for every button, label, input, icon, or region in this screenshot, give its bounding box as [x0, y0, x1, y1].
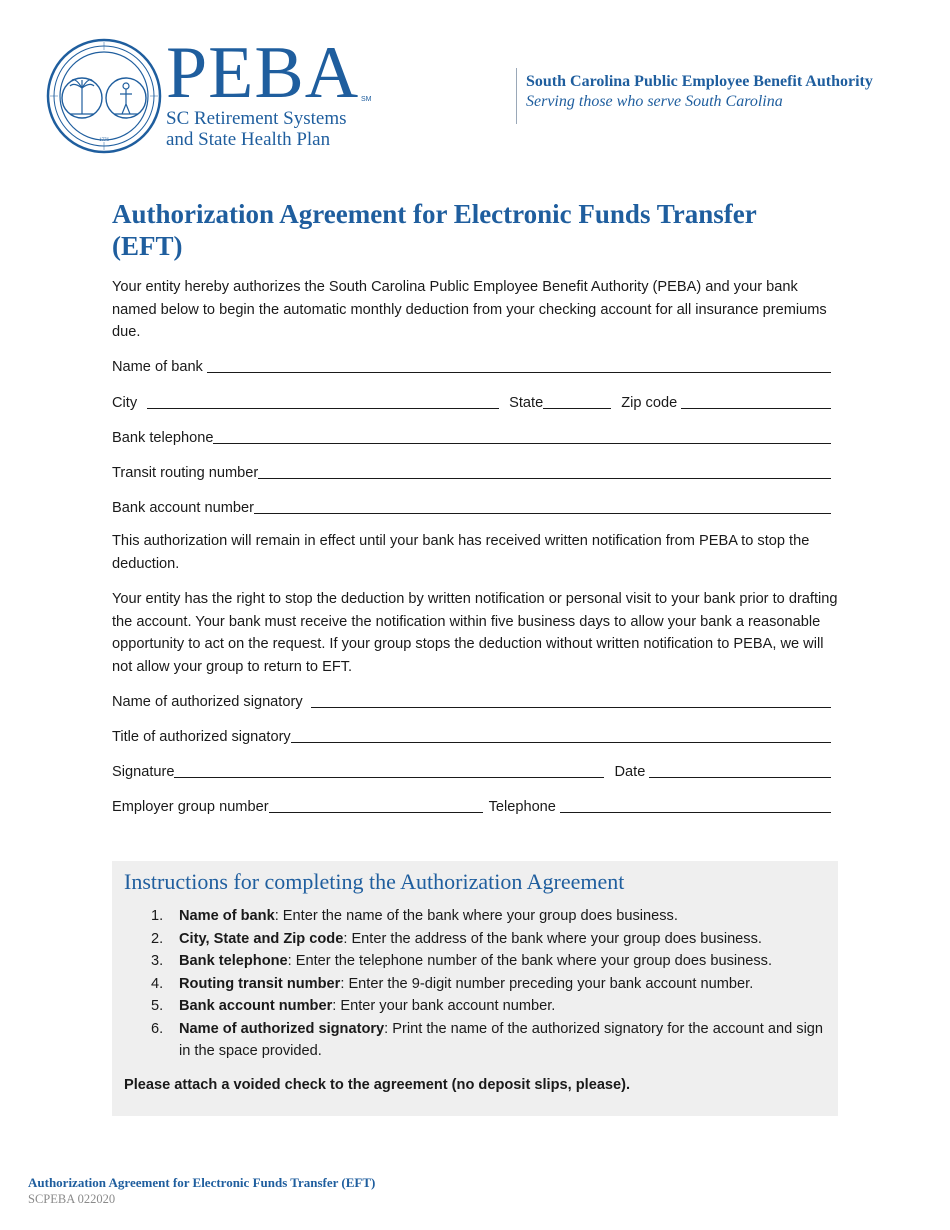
telephone-label: Telephone [488, 799, 556, 815]
bank-name-row [112, 356, 831, 376]
bank-telephone-field[interactable] [213, 428, 831, 444]
signature-label: Signature [112, 764, 175, 780]
instruction-item: 4. Routing transit number: Enter the 9-digit number preceding your bank account number. [151, 975, 754, 992]
svg-text:1776: 1776 [99, 138, 109, 143]
logo-subtitle-line2: and State Health Plan [166, 129, 331, 150]
instruction-item: 3. Bank telephone: Enter the telephone number of the bank where your group does business. [151, 953, 773, 969]
date-label: Date [614, 764, 646, 780]
transit-routing-label: Transit routing number [112, 465, 259, 481]
signatory-name-field[interactable] [311, 692, 831, 708]
footer [28, 1175, 375, 1207]
employer-telephone-row [112, 796, 831, 816]
signatory-name-row [112, 691, 831, 711]
footer-code: SCPEBA 022020 [28, 1192, 116, 1206]
signature-field[interactable] [174, 762, 604, 778]
date-field[interactable] [649, 762, 831, 778]
signatory-title-field[interactable] [291, 727, 831, 743]
agency-tagline: Serving those who serve South Carolina [526, 93, 783, 110]
bank-telephone-row [112, 427, 831, 447]
employer-group-label: Employer group number [112, 799, 269, 815]
signatory-title-row [112, 726, 831, 746]
bank-account-row [112, 497, 831, 517]
state-label: State [509, 395, 544, 411]
agency-block [526, 72, 873, 112]
peba-logo [166, 32, 372, 150]
instruction-item: 1. Name of bank: Enter the name of the bank where your group does business. [151, 908, 678, 924]
instructions-heading: Instructions for completing the Authorization Agreement [124, 869, 625, 894]
instruction-item: 2. City, State and Zip code: Enter the address of the bank where your group does business. [151, 930, 762, 947]
employer-group-field[interactable] [269, 797, 483, 813]
instructions-box [112, 861, 838, 1116]
bank-name-label: Name of bank [112, 359, 203, 375]
logo-subtitle-line1: SC Retirement Systems [166, 108, 347, 129]
transit-routing-field[interactable] [258, 463, 831, 479]
logo-trademark: SM [361, 96, 372, 103]
city-label: City [112, 395, 138, 411]
telephone-field[interactable] [560, 797, 831, 813]
signature-date-row [112, 761, 831, 781]
city-field[interactable] [147, 393, 499, 409]
bank-account-label: Bank account number [112, 500, 254, 516]
transit-routing-row [112, 462, 831, 482]
logo-name: PEBA [166, 32, 360, 114]
voided-check-note: Please attach a voided check to the agreement (no deposit slips, please). [124, 1077, 631, 1093]
bank-account-field[interactable] [254, 498, 831, 514]
bank-name-field[interactable] [207, 357, 831, 373]
city-state-zip-row [112, 392, 831, 412]
signatory-name-label: Name of authorized signatory [112, 694, 303, 710]
instruction-item: 5. Bank account number: Enter your bank account number. [151, 998, 556, 1014]
zip-label: Zip code [621, 395, 678, 411]
instructions-list [112, 905, 827, 1063]
authorization-paragraph: This authorization will remain in effect until your bank has received written notification from PEBA to stop the deduction. [112, 533, 810, 572]
state-seal-logo [46, 38, 162, 154]
instruction-item: 6. Name of authorized signatory: Print the name of the authorized signatory for the account and sign in the space provided. [151, 1020, 824, 1059]
document-title: Authorization Agreement for Electronic Funds Transfer (EFT) [112, 199, 757, 261]
intro-paragraph: Your entity hereby authorizes the South Carolina Public Employee Benefit Authority (PEBA) and your bank named below to begin the automatic monthly deduction from your checking account for all insurance premiums due. [112, 279, 827, 340]
zip-field[interactable] [681, 393, 831, 409]
signatory-title-label: Title of authorized signatory [112, 729, 291, 745]
agency-name: South Carolina Public Employee Benefit Authority [526, 73, 873, 90]
state-field[interactable] [543, 393, 611, 409]
footer-title: Authorization Agreement for Electronic Funds Transfer (EFT) [28, 1175, 376, 1190]
header-divider [516, 68, 517, 124]
rights-paragraph: Your entity has the right to stop the deduction by written notification or personal visit to your bank prior to drafting the account. Your bank must receive the notification within five business days to allow your bank a reasonable opportunity to act on the request. If your group stops the deduction without written notification to PEBA, we will not allow your group to return to EFT. [112, 591, 838, 675]
bank-telephone-label: Bank telephone [112, 430, 214, 446]
